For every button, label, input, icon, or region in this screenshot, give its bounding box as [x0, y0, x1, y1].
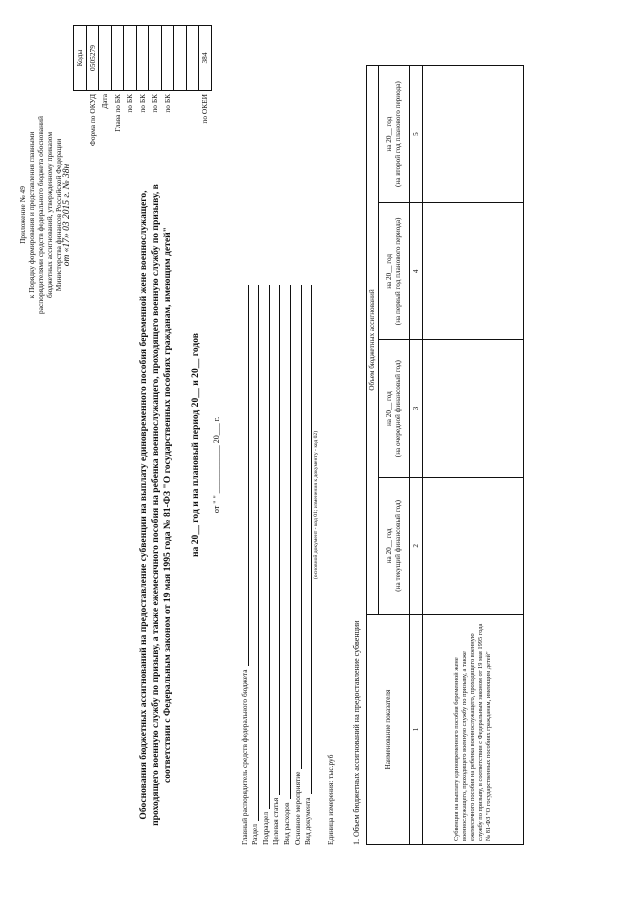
- field-line: [293, 285, 302, 769]
- field-row: [280, 285, 291, 845]
- field-label: Целевая статья: [271, 797, 281, 845]
- table-cell[interactable]: [423, 203, 524, 340]
- code-row: [174, 26, 187, 216]
- document-title: Обоснования бюджетных ассигнований на предоставление субвенции на выплату единовременного пособия беременной жене военнослужащего, проходящего военную службу по призыву, а также ежемесячного пособия на ребенка военнослужащего, проходящего военную службу по призыву, в соответствии с Федеральным законом от 19 мая 1995 года № 81-ФЗ "О государственных пособиях гражданам, имеющим детей": [138, 184, 173, 826]
- code-row: по БК: [136, 26, 149, 216]
- section-heading: 1. Объем бюджетных ассигнований на предоставление субвенции: [352, 620, 361, 845]
- column-numbers-row: 1 2 3 4 5: [410, 66, 423, 845]
- table-cell[interactable]: [423, 340, 524, 477]
- field-row: [270, 285, 281, 845]
- column-header-indicator: Наименование показателя: [367, 615, 410, 845]
- code-row: по ОКЕИ 384: [199, 26, 212, 216]
- field-line: [271, 285, 280, 795]
- table-cell[interactable]: [423, 477, 524, 614]
- field-label: Основное мероприятие: [292, 771, 302, 845]
- field-label: Подраздел: [260, 811, 270, 845]
- code-row: Форма по ОКУД 0505279: [86, 26, 99, 216]
- code-row: по БК: [149, 26, 162, 216]
- allocations-table: [366, 65, 524, 845]
- field-row: [238, 285, 249, 845]
- field-row: [302, 285, 313, 845]
- planning-period: на 20__ год и на плановый период 20__ и 20__ годов: [190, 333, 201, 557]
- code-row: Глава по БК: [111, 26, 124, 216]
- column-header-year: на 20__ год (на текущий финансовый год): [379, 477, 410, 614]
- appendix-line: Приложение № 49: [18, 186, 27, 244]
- field-line: [303, 285, 312, 794]
- code-row: по БК: [124, 26, 137, 216]
- field-line: [261, 285, 270, 809]
- okei-code: 384: [199, 26, 212, 91]
- table-row: [423, 66, 524, 845]
- code-row: [186, 26, 199, 216]
- field-label: Раздел: [250, 824, 260, 845]
- appendix-line: бюджетных ассигнований, утвержденному приказом: [45, 132, 54, 299]
- field-line: [240, 285, 249, 666]
- field-row: [259, 285, 270, 845]
- field-label: Вид документа: [303, 797, 313, 845]
- appendix-line: к Порядку формирования и представления главными: [27, 131, 36, 299]
- header-fields: [238, 285, 319, 845]
- appendix-header: [18, 45, 72, 385]
- appendix-line: Министерства финансов Российской Федерации: [54, 138, 63, 292]
- column-header-year: на 20__ год (на очередной финансовый год): [379, 340, 410, 477]
- field-line: [250, 285, 259, 821]
- appendix-line: распорядителями средств федерального бюджета обоснований: [36, 116, 45, 314]
- order-date: от «17» 03 2015 г. № 38н: [62, 163, 72, 267]
- field-label: Вид расходов: [281, 802, 291, 845]
- column-header-year: на 20__ год (на первый год планового периода): [379, 203, 410, 340]
- group-header-allocations: Объем бюджетных ассигнований: [367, 66, 379, 615]
- codes-header: Коды: [74, 26, 87, 91]
- column-header-year: на 20__ год (на второй год планового периода): [379, 66, 410, 203]
- row-label: Субвенция на выплату единовременного пособия беременной жене военнослужащего, проходящего военную службу по призыву, а также ежемесячного пособия на ребенка военнослужащего, проходящего военную службу по призыву, в соответствии с Федеральным законом от 19 мая 1995 года № 81-ФЗ "О государственных пособиях гражданам, имеющим детей": [423, 615, 524, 845]
- field-line: [282, 285, 291, 800]
- table-cell[interactable]: [423, 66, 524, 203]
- document-type-note: (основной документ - код 01; изменения к документу - код 02): [313, 430, 320, 580]
- field-row: [249, 285, 260, 845]
- field-row: [291, 285, 302, 845]
- code-row: по БК: [161, 26, 174, 216]
- code-row: Дата: [99, 26, 112, 216]
- document-date: от " " ____________ 20___ г.: [212, 416, 221, 514]
- field-label: Главный распорядитель средств федерального бюджета: [239, 669, 249, 845]
- unit-of-measure: Единица измерения: тыс.руб: [326, 754, 335, 845]
- okud-code: 0505279: [86, 26, 99, 91]
